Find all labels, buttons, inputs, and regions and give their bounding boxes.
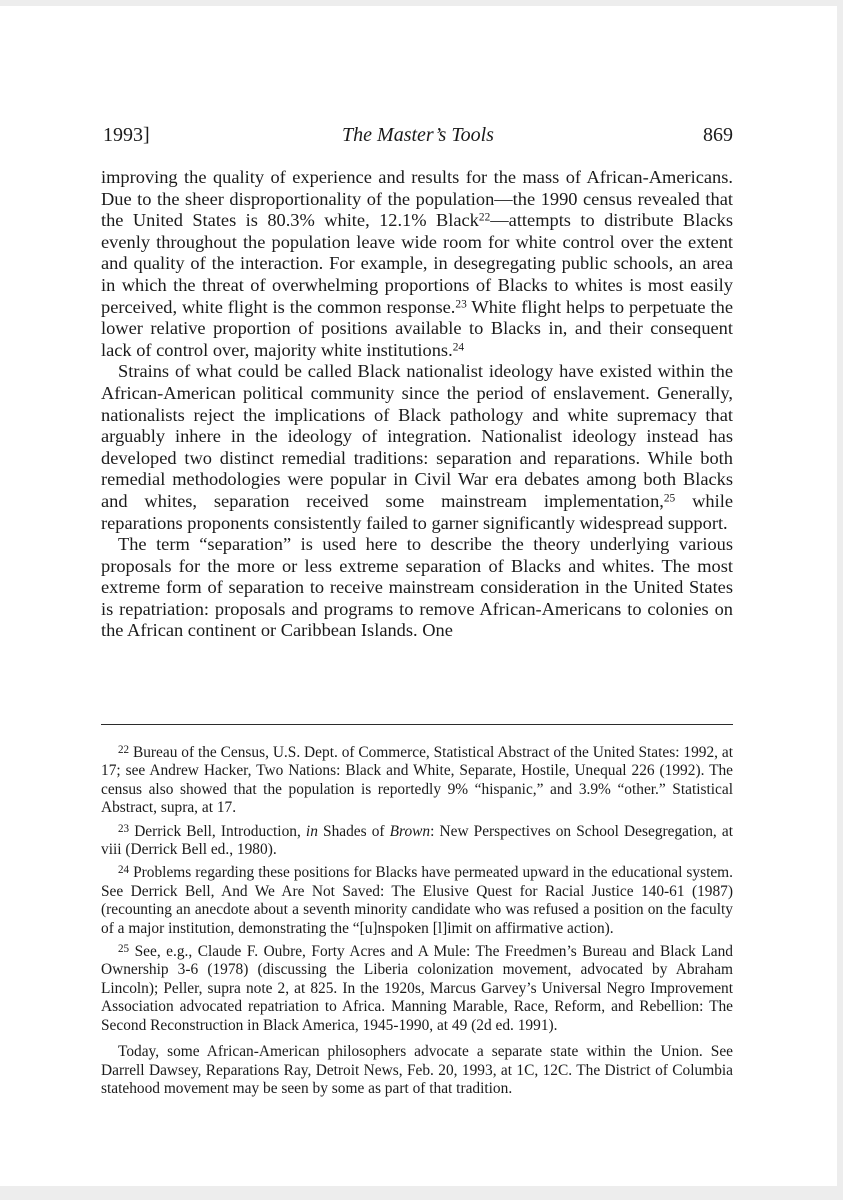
footnote-number: 23: [118, 822, 130, 835]
header-year: 1993]: [103, 124, 150, 146]
header-title: The Master’s Tools: [342, 124, 494, 146]
footnote-text: See, e.g., Claude F. Oubre, Forty Acres and A Mule: The Freedmen’s Bureau and Black Land Ownership 3-6 (1978) (discussing the Liberia colonization movement, advocated by Abraham Lincoln); Peller, supra note 2, at 825. In the 1920s, Marcus Garvey’s Universal Negro Improvement Association advocated repatriation to Africa. Manning Marable, Race, Reform, and Rebellion: The Second Reconstruction in Black America, 1945-1990, at 49 (2d ed. 1991).: [101, 943, 733, 1034]
paragraph-2-text-b: while reparations proponents consistently failed to garner significantly widespread support.: [101, 490, 733, 533]
footnote-22: [101, 744, 733, 818]
footnote-ref-25: 25: [663, 492, 676, 505]
footnote-number: 25: [118, 943, 130, 956]
footnote-ref-23: 23: [455, 297, 467, 310]
footnote-23: [101, 823, 733, 860]
footnote-text: Problems regarding these positions for Blacks have permeated upward in the educational system. See Derrick Bell, And We Are Not Saved: The Elusive Quest for Racial Justice 140-61 (1987) (recounting an anecdote about a seventh minority candidate who was refused a position on the faculty of a major institution, demonstrating the “[u]nspoken [l]imit on affirmative action).: [101, 864, 733, 937]
footnote-text: Derrick Bell, Introduction,: [134, 822, 306, 840]
paragraph-1: [101, 167, 733, 361]
paragraph-1-text-b: —attempts to distribute Blacks evenly throughout the population leave wide room for white control over the extent and quality of the interaction. For example, in desegregating public schools, an area in which the threat of overwhelming proportions of Blacks to whites is most easily perceived, white flight is the common response.: [101, 210, 733, 317]
paragraph-3: The term “separation” is used here to describe the theory underlying various proposals for the more or less extreme separation of Blacks and whites. The most extreme form of separation to receive mainstream consideration in the United States is repatriation: proposals and programs to remove African-Americans to colonies on the African continent or Caribbean Islands. One: [101, 534, 733, 641]
footnote-number: 22: [118, 744, 130, 757]
footnote-text: Shades of: [317, 822, 390, 840]
main-text: [101, 167, 733, 642]
footnote-italic-in: in: [305, 822, 318, 840]
footnote-25-continuation: Today, some African-American philosophers advocate a separate state within the Union. See Darrell Dawsey, Reparations Ray, Detroit News, Feb. 20, 1993, at 1C, 12C. The District of Columbia statehood movement may be seen by some as part of that tradition.: [101, 1043, 733, 1097]
footnote-number: 24: [118, 864, 130, 877]
running-header: [103, 124, 733, 152]
footnote-italic-brown: Brown: [389, 822, 431, 840]
footnote-divider: [101, 724, 733, 725]
paragraph-2-text-a: Strains of what could be called Black nationalist ideology have existed within the African-American political community since the period of enslavement. Generally, nationalists reject the implications of Black pathology and white supremacy that arguably inhere in the ideology of integration. Nationalist ideology instead has developed two distinct remedial traditions: separation and reparations. While both remedial methodologies were popular in Civil War era debates among both Blacks and whites, separation received some mainstream implementation,: [101, 361, 733, 511]
paragraph-2: [101, 361, 733, 534]
paragraph-1-text-a: improving the quality of experience and results for the mass of African-Americans. Due to the sheer disproportionality of the population—the 1990 census revealed that the United States is 80.3% white, 12.1% Black: [101, 167, 733, 231]
page-number: 869: [703, 124, 733, 146]
document-page: [0, 6, 837, 1186]
footnotes: [101, 744, 733, 1103]
footnote-text: Bureau of the Census, U.S. Dept. of Commerce, Statistical Abstract of the United States: 1992, at 17; see Andrew Hacker, Two Nations: Black and White, Separate, Hostile, Unequal 226 (1992). The census also showed that the population is reportedly 9% “hispanic,” and 3.9% “other.” Statistical Abstract, supra, at 17.: [101, 744, 733, 817]
footnote-text: : New Perspectives on School Desegregation, at viii (Derrick Bell ed., 1980).: [101, 822, 733, 859]
footnote-ref-22: 22: [478, 211, 491, 224]
footnote-25: [101, 943, 733, 1035]
paragraph-1-text-c: White flight helps to perpetuate the lower relative proportion of positions available to Blacks in, and their consequent lack of control over, majority white institutions.: [101, 296, 733, 360]
footnote-24: [101, 864, 733, 938]
footnote-ref-24: 24: [452, 341, 465, 354]
